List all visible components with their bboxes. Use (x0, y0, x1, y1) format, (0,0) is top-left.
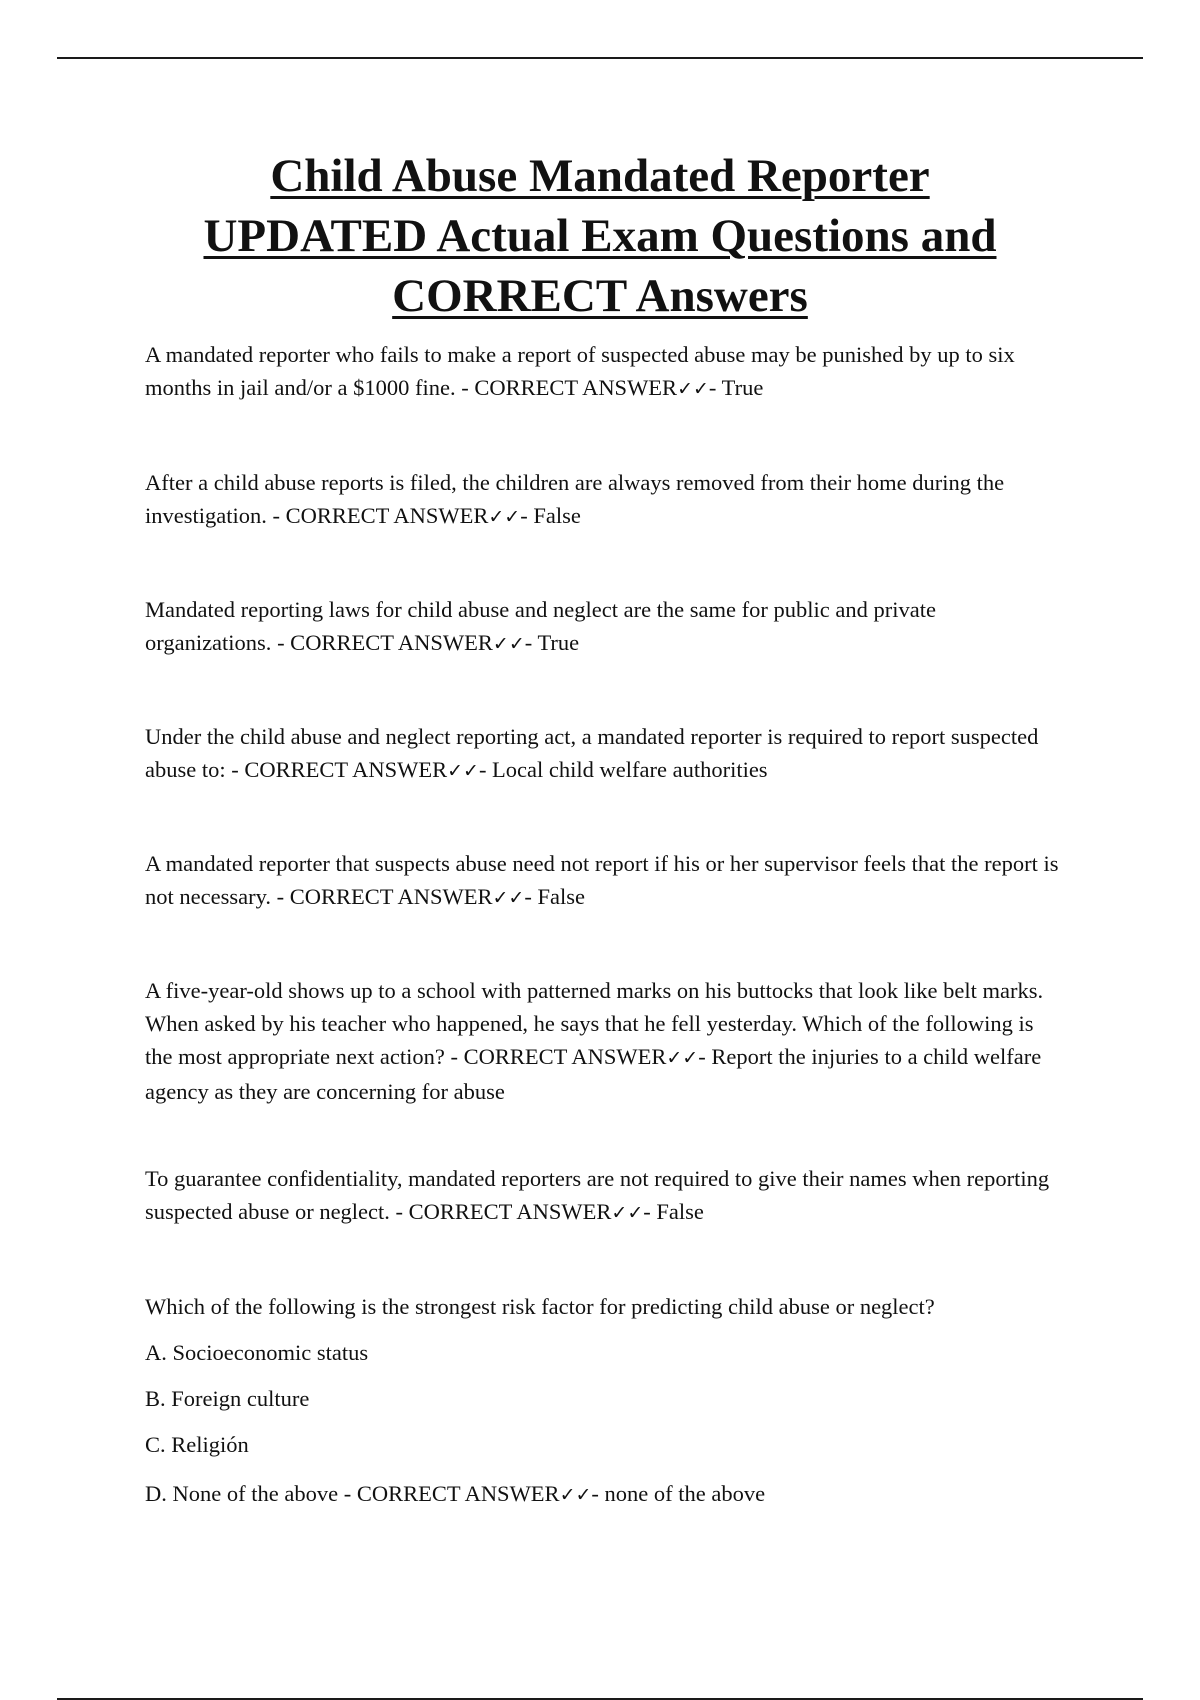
double-check-icon: ✓✓ (488, 506, 521, 528)
option-b: B. Foreign culture (145, 1386, 310, 1411)
double-check-icon: ✓✓ (492, 633, 525, 655)
qa-item-2 (145, 466, 1065, 534)
answer-text: - False (520, 503, 581, 528)
qa-item-7 (145, 1162, 1065, 1230)
answer-text: - True (524, 630, 580, 655)
option-d-text: D. None of the above (145, 1481, 339, 1506)
qa-item-8-question: Which of the following is the strongest risk factor for predicting child abuse or neglect? (145, 1294, 935, 1319)
double-check-icon: ✓✓ (677, 378, 709, 400)
question-text: To guarantee confidentiality, mandated reporters are not required to give their names when reporting suspected abuse or neglect. (145, 1166, 1050, 1224)
title-line-3: CORRECT Answers (392, 270, 808, 322)
title-line-1: Child Abuse Mandated Reporter (270, 150, 930, 202)
question-text: A mandated reporter who fails to make a report of suspected abuse may be punished by up to six months in jail and/or a $1000 fine. (145, 342, 1015, 400)
answer-text: - Report the injuries to a child welfare agency as they are concerning for abuse (145, 1044, 1042, 1104)
question-text: After a child abuse reports is filed, the children are always removed from their home during the investigation. (145, 470, 1005, 528)
option-c: C. Religión (145, 1432, 249, 1457)
qa-item-4 (145, 720, 1065, 788)
double-check-icon: ✓✓ (559, 1484, 592, 1506)
answer-marker: - CORRECT ANSWER (444, 1044, 667, 1069)
answer-marker: - CORRECT ANSWER (225, 757, 448, 782)
qa-item-3 (145, 593, 1065, 661)
question-text: Under the child abuse and neglect reporting act, a mandated reporter is required to report suspected abuse to: (145, 724, 1039, 782)
answer-marker: - CORRECT ANSWER (389, 1199, 612, 1224)
double-check-icon: ✓✓ (611, 1202, 644, 1224)
question-text: A mandated reporter that suspects abuse need not report if his or her supervisor feels that the report is not necessary. (145, 851, 1059, 909)
answer-marker: - CORRECT ANSWER (266, 503, 489, 528)
option-d (145, 1477, 765, 1512)
answer-marker: - CORRECT ANSWER (338, 1481, 560, 1506)
qa-item-1 (145, 338, 1065, 406)
double-check-icon: ✓✓ (666, 1047, 699, 1069)
qa-item-5 (145, 847, 1065, 915)
option-a: A. Socioeconomic status (145, 1340, 369, 1365)
question-text: Mandated reporting laws for child abuse and neglect are the same for public and private organizations. (145, 597, 936, 655)
answer-marker: - CORRECT ANSWER (271, 630, 493, 655)
title-line-2: UPDATED Actual Exam Questions and (203, 210, 997, 262)
answer-marker: - CORRECT ANSWER (455, 375, 678, 400)
answer-text: - False (643, 1199, 704, 1224)
answer-text: - True (708, 375, 764, 400)
double-check-icon: ✓✓ (492, 887, 525, 909)
answer-text: - Local child welfare authorities (478, 757, 768, 782)
question-text: A five-year-old shows up to a school with patterned marks on his buttocks that look like belt marks. When asked by his teacher who happened, he says that he fell yesterday. Which of the following is the most appropriate next action? (145, 978, 1044, 1069)
double-check-icon: ✓✓ (447, 760, 479, 782)
answer-marker: - CORRECT ANSWER (271, 884, 493, 909)
answer-text: - False (524, 884, 585, 909)
document-title (0, 146, 1200, 326)
top-divider (57, 57, 1143, 59)
qa-item-6 (145, 974, 1065, 1108)
answer-text: - none of the above (591, 1481, 766, 1506)
